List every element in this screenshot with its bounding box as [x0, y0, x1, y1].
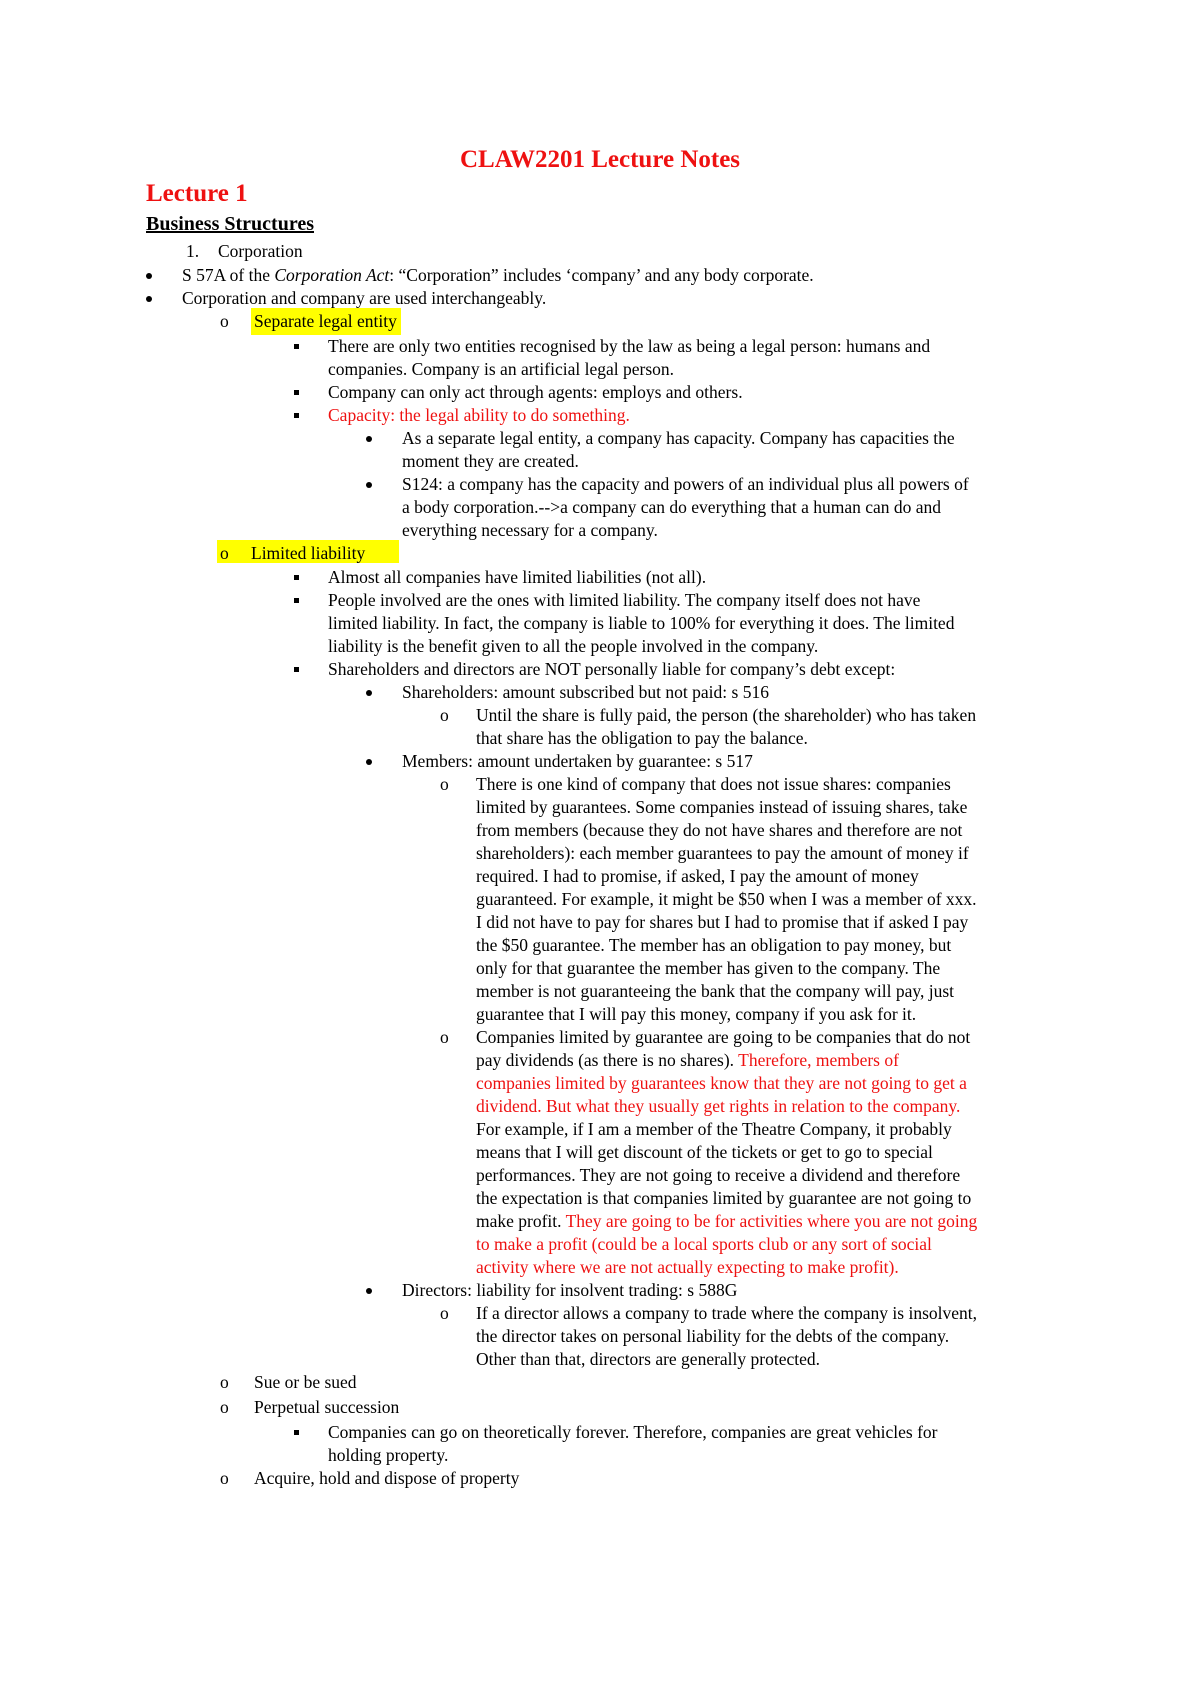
list-text: means that I will get discount of the tickets or get to go to special — [476, 1142, 933, 1162]
list-text: : “Corporation” includes ‘company’ and any body corporate. — [389, 265, 814, 285]
red-text: Therefore, members of — [738, 1050, 899, 1070]
circle-bullet-icon: o — [220, 1372, 229, 1392]
list-text: pay dividends (as there is no shares). — [476, 1050, 739, 1070]
list-text: Almost all companies have limited liabilities (not all). — [328, 567, 707, 587]
list-text: required. I had to promise, if asked, I pay the amount of money — [476, 866, 919, 886]
act-name: Corporation Act — [274, 265, 390, 285]
circle-bullet-icon: o — [440, 705, 449, 725]
square-bullet-icon — [294, 598, 299, 603]
list-text: Company can only act through agents: employs and others. — [328, 382, 743, 402]
list-text: moment they are created. — [402, 451, 579, 471]
list-text: that share has the obligation to pay the balance. — [476, 728, 808, 748]
bullet-dot-icon — [366, 690, 372, 696]
bullet-dot-icon — [366, 759, 372, 765]
list-text: limited liability. In fact, the company is liable to 100% for everything it does. The limited — [328, 613, 955, 633]
list-text: companies. Company is an artificial legal person. — [328, 359, 675, 379]
bullet-dot-icon — [366, 1288, 372, 1294]
bullet-dot-icon — [366, 436, 372, 442]
red-text: They are going to be for activities where you are not going — [565, 1211, 978, 1231]
list-text: make profit. — [476, 1211, 566, 1231]
bullet-dot-icon — [146, 296, 152, 302]
bullet-dot-icon — [366, 482, 372, 488]
red-text: companies limited by guarantees know that they are not going to get a — [476, 1073, 967, 1093]
highlighted-heading: Limited liability — [251, 543, 366, 563]
lecture-heading: Lecture 1 — [146, 180, 248, 207]
list-text: Other than that, directors are generally protected. — [476, 1349, 821, 1369]
circle-bullet-icon: o — [220, 1468, 229, 1488]
list-text: Shareholders: amount subscribed but not paid: s 516 — [402, 682, 769, 702]
list-text: Perpetual succession — [254, 1397, 400, 1417]
list-text: Sue or be sued — [254, 1372, 357, 1392]
circle-bullet-icon: o — [220, 1397, 229, 1417]
list-text: Directors: liability for insolvent trading: s 588G — [402, 1280, 738, 1300]
square-bullet-icon — [294, 344, 299, 349]
bullet-dot-icon — [146, 273, 152, 279]
list-text: shareholders): each member guarantees to pay the amount of money if — [476, 843, 969, 863]
circle-bullet-icon: o — [440, 774, 449, 794]
list-text: Capacity: the legal ability to do something. — [328, 405, 630, 425]
list-text: If a director allows a company to trade where the company is insolvent, — [476, 1303, 978, 1323]
list-text: from members (because they do not have shares and therefore are not — [476, 820, 963, 840]
list-text: I did not have to pay for shares but I had to promise that if asked I pay — [476, 912, 969, 932]
list-text: a body corporation.-->a company can do everything that a human can do and — [402, 497, 942, 517]
list-text: limited by guarantees. Some companies instead of issuing shares, take — [476, 797, 968, 817]
highlighted-heading: Separate legal entity — [251, 308, 401, 335]
list-text: For example, if I am a member of the Theatre Company, it probably — [476, 1119, 952, 1139]
list-text: member is not guaranteeing the bank that the company will pay, just — [476, 981, 955, 1001]
list-text: only for that guarantee the member has given to the company. The — [476, 958, 941, 978]
list-text: There is one kind of company that does not issue shares: companies — [476, 774, 951, 794]
square-bullet-icon — [294, 1430, 299, 1435]
list-text: the expectation is that companies limited by guarantee are not going to — [476, 1188, 972, 1208]
list-text: Companies can go on theoretically forever. Therefore, companies are great vehicles for — [328, 1422, 938, 1442]
list-text: People involved are the ones with limited liability. The company itself does not have — [328, 590, 921, 610]
red-text: dividend. But what they usually get rights in relation to the company. — [476, 1096, 961, 1116]
item-number: 1. — [186, 241, 200, 261]
red-text: to make a profit (could be a local sports club or any sort of social — [476, 1234, 932, 1254]
list-text: Companies limited by guarantee are going to be companies that do not — [476, 1027, 971, 1047]
square-bullet-icon — [294, 575, 299, 580]
red-text: activity where we are not actually expecting to make profit). — [476, 1257, 899, 1277]
list-text — [476, 1210, 977, 1233]
list-text: Until the share is fully paid, the person (the shareholder) who has taken — [476, 705, 977, 725]
list-text: Acquire, hold and dispose of property — [254, 1468, 520, 1488]
list-text: As a separate legal entity, a company has capacity. Company has capacities the — [402, 428, 955, 448]
list-text: performances. They are not going to receive a dividend and therefore — [476, 1165, 961, 1185]
list-text — [476, 1049, 899, 1072]
list-text: holding property. — [328, 1445, 449, 1465]
section-heading: Business Structures — [146, 213, 314, 235]
list-text: the director takes on personal liability for the debts of the company. — [476, 1326, 950, 1346]
item-text: Corporation — [218, 241, 303, 261]
list-text: S124: a company has the capacity and powers of an individual plus all powers of — [402, 474, 969, 494]
list-text: There are only two entities recognised by the law as being a legal person: humans and — [328, 336, 931, 356]
circle-bullet-icon: o — [220, 543, 229, 563]
list-text: Shareholders and directors are NOT personally liable for company’s debt except: — [328, 659, 896, 679]
circle-bullet-icon: o — [220, 311, 229, 331]
square-bullet-icon — [294, 413, 299, 418]
square-bullet-icon — [294, 667, 299, 672]
document-title: CLAW2201 Lecture Notes — [459, 146, 741, 173]
circle-bullet-icon: o — [440, 1027, 449, 1047]
list-text: the $50 guarantee. The member has an obligation to pay money, but — [476, 935, 952, 955]
list-text: Members: amount undertaken by guarantee: s 517 — [402, 751, 753, 771]
numbered-item — [186, 240, 303, 263]
list-text: everything necessary for a company. — [402, 520, 658, 540]
list-text: Corporation and company are used interchangeably. — [182, 288, 547, 308]
list-text: S 57A of the — [182, 265, 275, 285]
list-text: guarantee that I will pay this money, company if you ask for it. — [476, 1004, 917, 1024]
circle-bullet-icon: o — [440, 1303, 449, 1323]
list-text: guaranteed. For example, it might be $50 when I was a member of xxx. — [476, 889, 977, 909]
square-bullet-icon — [294, 390, 299, 395]
list-text: liability is the benefit given to all the people involved in the company. — [328, 636, 819, 656]
